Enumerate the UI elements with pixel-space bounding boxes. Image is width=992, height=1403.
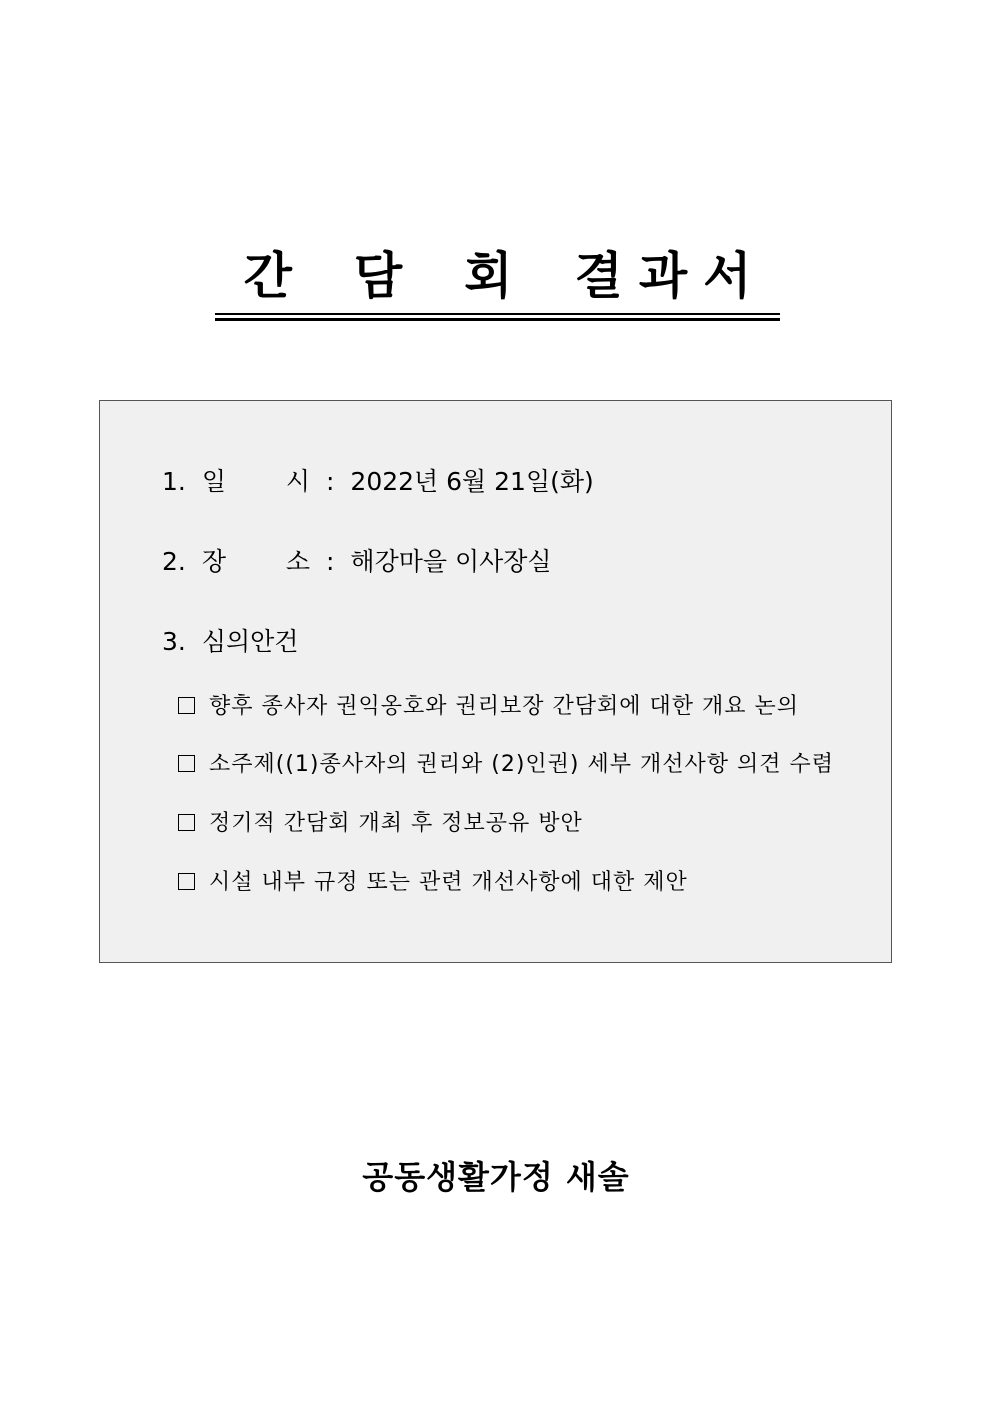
info-number: 2.: [162, 547, 186, 576]
info-agenda-label: 심의안건: [201, 627, 299, 656]
title-underline-thick: [215, 318, 780, 321]
agenda-item-text: 시설 내부 규정 또는 관련 개선사항에 대한 제안: [209, 870, 688, 895]
agenda-item-text: 소주제((1)종사자의 권리와 (2)인권) 세부 개선사항 의견 수렴: [209, 752, 834, 777]
title-char: 회: [464, 247, 513, 305]
info-date-value: 2022년 6월 21일(화): [350, 467, 594, 496]
info-label-a: 장: [201, 547, 226, 576]
checkbox-icon: [178, 814, 195, 831]
agenda-item: [178, 810, 583, 838]
checkbox-icon: [178, 755, 195, 772]
info-date-row: [162, 467, 594, 497]
title-char: 서: [703, 247, 752, 305]
info-number: 1.: [162, 467, 186, 496]
title-char: 담: [353, 247, 403, 305]
info-label-b: 시: [285, 467, 311, 496]
agenda-item: [178, 693, 799, 721]
agenda-item-text: 향후 종사자 권익옹호와 권리보장 간담회에 대한 개요 논의: [209, 694, 800, 719]
title-char: 간: [243, 247, 292, 305]
agenda-item: [178, 869, 688, 897]
info-number: 3.: [162, 627, 186, 656]
checkbox-icon: [178, 697, 195, 714]
checkbox-icon: [178, 873, 195, 890]
info-separator: :: [326, 547, 335, 576]
agenda-item-text: 정기적 간담회 개최 후 정보공유 방안: [209, 811, 583, 836]
title-char: 과: [638, 247, 688, 305]
info-label-b: 소: [285, 547, 311, 576]
info-separator: :: [326, 467, 335, 496]
agenda-item: [178, 751, 834, 779]
title-underline: [215, 313, 780, 315]
organization-name: 공동생활가정 새솔: [362, 1158, 630, 1196]
info-label-a: 일: [201, 467, 226, 496]
document-title: [215, 240, 780, 312]
info-place-row: [162, 547, 552, 577]
info-place-value: 해강마을 이사장실: [350, 547, 552, 576]
info-agenda-heading: [162, 627, 298, 657]
title-char: 결: [574, 247, 623, 305]
